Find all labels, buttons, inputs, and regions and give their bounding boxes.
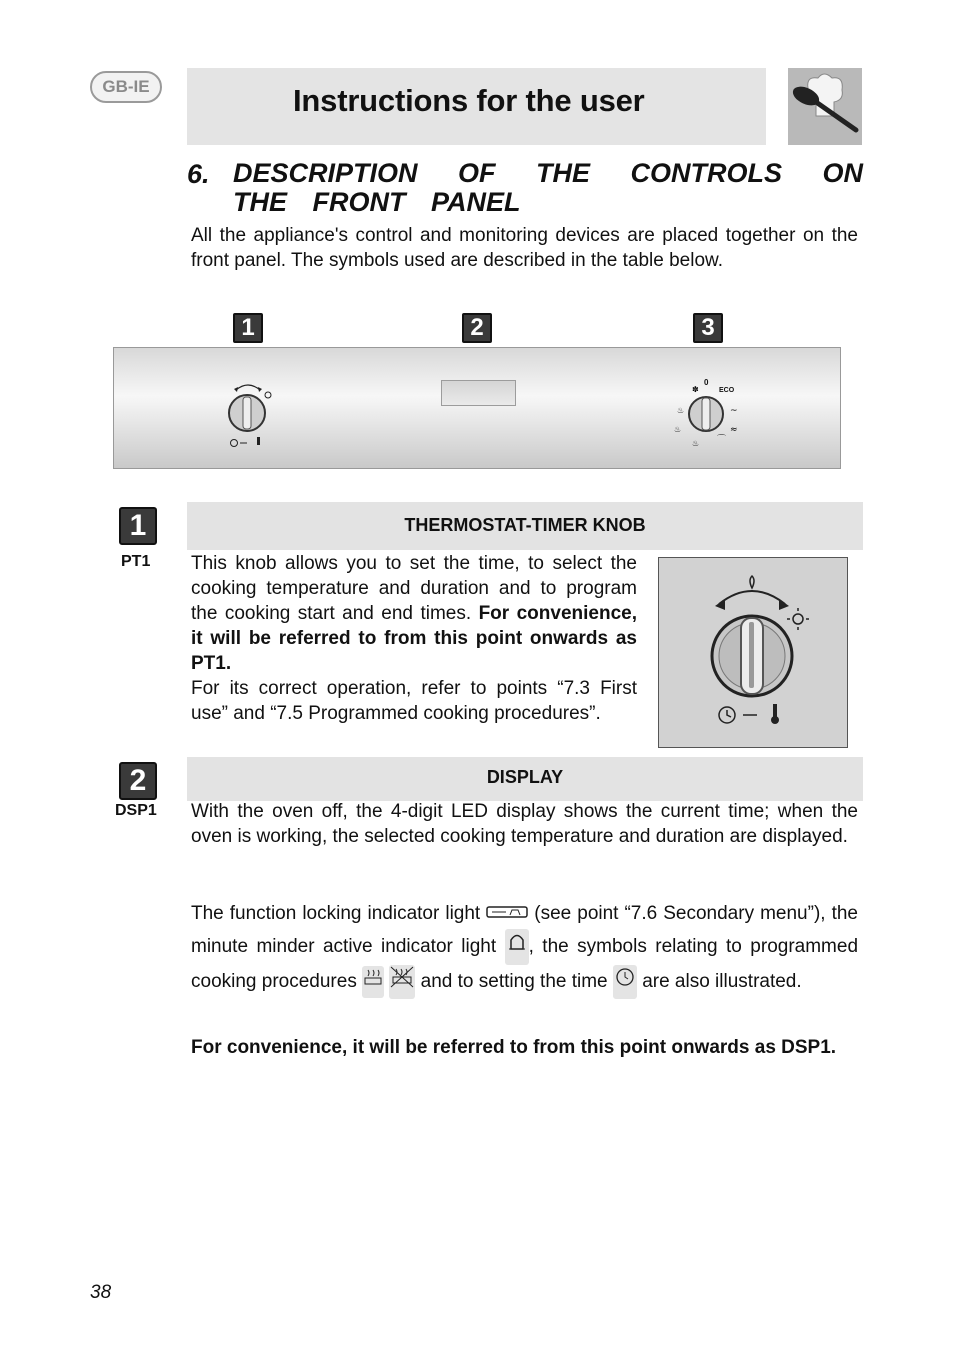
panel-display: [441, 380, 516, 406]
item-1-number: 1: [119, 507, 157, 545]
item-2-text-2e: are also illustrated.: [642, 971, 802, 993]
item-2-text-2a: The function locking indicator light: [191, 903, 481, 925]
item-2-title: DISPLAY: [486, 767, 564, 787]
svg-text:⌒: ⌒: [717, 435, 727, 445]
programmed-cooking-icon: [362, 966, 384, 998]
item-1-description: [191, 551, 637, 726]
thermostat-timer-knob-icon: [222, 380, 278, 457]
callout-2: 2: [462, 313, 492, 343]
callout-3: 3: [693, 313, 723, 343]
item-1-reference-text: For its correct operation, refer to points “7.3 First use” and “7.5 Programmed cooking procedures”.: [191, 678, 637, 724]
item-2-text-1: With the oven off, the 4-digit LED display shows the current time; when the oven is working, the selected cooking temperature and duration are displayed.: [191, 801, 858, 847]
callout-1: 1: [233, 313, 263, 343]
item-1-code: PT1: [121, 553, 151, 570]
svg-text:~: ~: [730, 406, 738, 416]
svg-text:♨: ♨: [677, 406, 685, 415]
chef-hat-spoon-icon: [788, 68, 862, 145]
function-selector-knob-icon: [672, 380, 746, 455]
svg-text:≈: ≈: [730, 425, 738, 435]
language-badge: GB-IE: [90, 71, 162, 103]
item-2-text-2d: and to setting the time: [420, 971, 608, 993]
item-2-text-2b: (see point “7.6 Secondary menu”), the minute minder active indicator light: [191, 903, 858, 958]
programmed-cooking-end-icon: [389, 965, 415, 999]
knob-zero-label: 0: [704, 378, 709, 387]
intro-paragraph: All the appliance's control and monitoring devices are placed together on the front panel. The symbols used are described in the table below.: [191, 225, 858, 271]
knob-eco-label: ECO: [719, 387, 735, 394]
clock-icon: [613, 965, 637, 999]
item-2-text-2: [191, 899, 858, 999]
item-1-text: This knob allows you to set the time, to select the cooking temperature and duration and to program the cooking start and end times.: [191, 553, 637, 624]
item-2-code: DSP1: [115, 802, 157, 819]
item-2-bold-text: For convenience, it will be referred to from this point onwards as DSP1.: [191, 1037, 837, 1058]
minute-minder-bell-icon: [505, 929, 529, 965]
page-title: Instructions for the user: [293, 83, 645, 118]
item-2-number: 2: [119, 762, 157, 800]
item-2-text-2c: , the symbols relating to programmed cooking procedures: [191, 936, 859, 993]
thermostat-knob-illustration: [658, 557, 848, 748]
svg-text:♨: ♨: [674, 425, 682, 434]
section-title: DESCRIPTION OF THE CONTROLS ON THE FRONT PANEL: [233, 158, 863, 217]
item-1-title: THERMOSTAT-TIMER KNOB: [404, 515, 646, 535]
svg-text:✽: ✽: [692, 385, 699, 394]
function-lock-icon: [486, 899, 528, 929]
section-number: 6.: [187, 159, 210, 189]
item-1-bold-text: For convenience, it will be referred to from this point onwards as PT1.: [191, 603, 637, 674]
svg-text:♨: ♨: [692, 439, 700, 448]
page-number: 38: [90, 1282, 112, 1303]
